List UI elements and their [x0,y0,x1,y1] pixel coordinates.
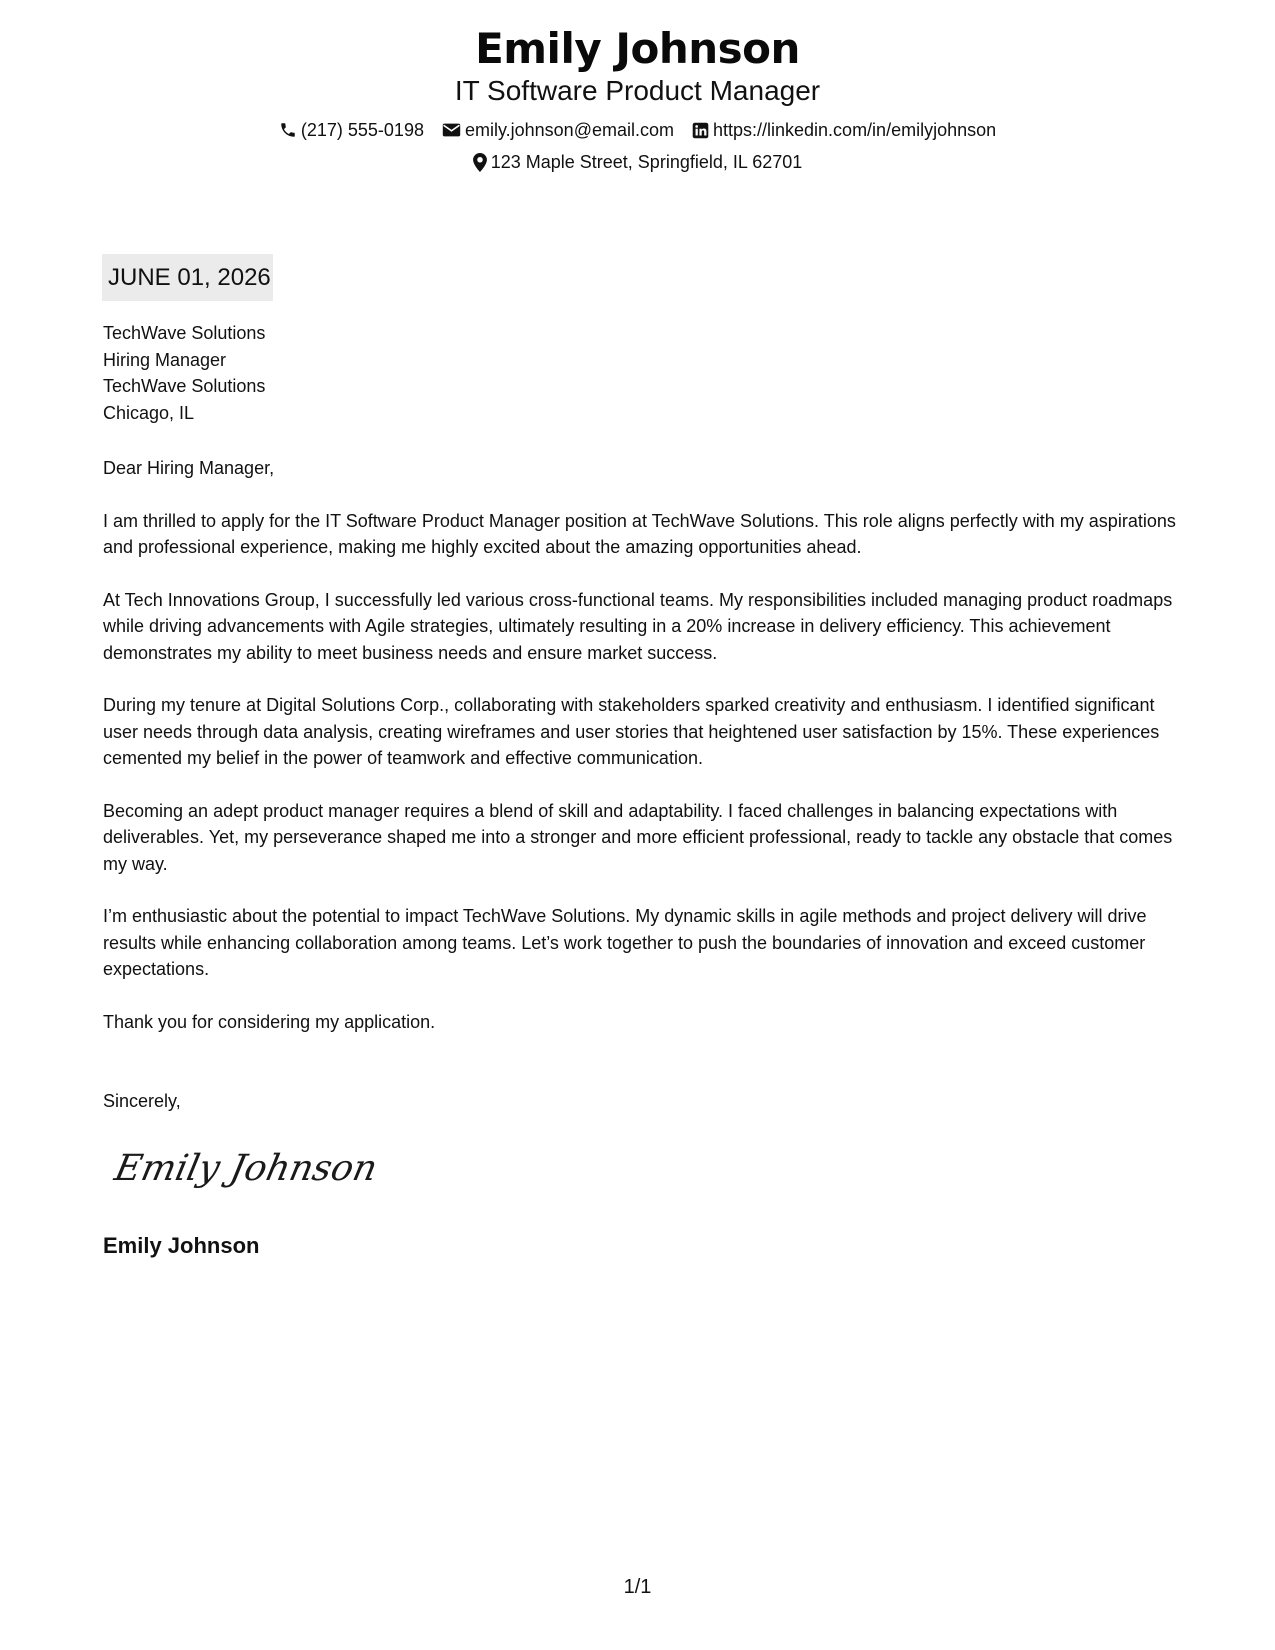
svg-text:Emily Johnson: Emily Johnson [111,1146,382,1189]
closing: Sincerely, [103,1091,181,1111]
contact-row [0,118,1275,142]
paragraph-experience-1: At Tech Innovations Group, I successfully led various cross-functional teams. My responsibilities included managing product roadmaps while driving advancements with Agile strategies, ultimately resulting in a 20% increase in delivery efficiency. This achievement demonstrates my ability to meet business needs and ensure market success. [103,589,1173,663]
phone-contact [279,118,424,142]
linkedin-icon [692,122,709,139]
page-number: 1/1 [623,1576,652,1598]
recipient-location: Chicago, IL [103,402,195,423]
salutation: Dear Hiring Manager, [103,458,275,478]
recipient-title: Hiring Manager [103,349,227,370]
letter-header [0,24,1275,174]
street-address: 123 Maple Street, Springfield, IL 62701 [490,152,803,172]
recipient-company-repeat: TechWave Solutions [103,376,266,396]
job-title: IT Software Product Manager [454,75,821,106]
phone-number: (217) 555-0198 [300,120,424,140]
linkedin-contact[interactable] [692,118,996,142]
map-pin-icon [473,153,487,172]
paragraph-growth: Becoming an adept product manager requires a blend of skill and adaptability. I faced challenges in balancing expectations with deliverables. Yet, my perseverance shaped me into a stronger and more efficient professional, ready to tackle any obstacle that comes my way. [103,800,1173,874]
letter-body [103,455,1178,1061]
address-row [0,150,1275,174]
handwritten-signature [111,1138,382,1198]
paragraph-thanks: Thank you for considering my application. [103,1011,436,1032]
paragraph-experience-2: During my tenure at Digital Solutions Corp., collaborating with stakeholders sparked creativity and enthusiasm. I identified significant user needs through data analysis, creating wireframes and user stories that heightened user satisfaction by 15%. These experiences cemented my belief in the power of teamwork and effective communication. [103,695,1160,768]
envelope-icon [442,122,461,138]
paragraph-closing: I’m enthusiastic about the potential to impact TechWave Solutions. My dynamic skills in agile methods and project delivery will drive results while enhancing collaboration among teams. Let’s work together to push the boundaries of innovation and exceed customer expectations. [103,906,1147,979]
recipient-block [103,320,265,426]
linkedin-url[interactable]: https://linkedin.com/in/emilyjohnson [712,120,997,140]
recipient-company: TechWave Solutions [103,323,266,343]
address-contact [473,150,803,174]
email-address[interactable]: emily.johnson@email.com [464,120,674,140]
signer-name: Emily Johnson [103,1233,260,1258]
email-contact[interactable] [442,118,674,142]
phone-icon [279,121,297,139]
paragraph-intro: I am thrilled to apply for the IT Software Product Manager position at TechWave Solutions. This role aligns perfectly with my aspirations and professional experience, making me highly excited about the amazing opportunities ahead. [103,510,1176,557]
applicant-name: Emily Johnson [475,24,800,73]
letter-date: JUNE 01, 2026 [102,254,273,301]
